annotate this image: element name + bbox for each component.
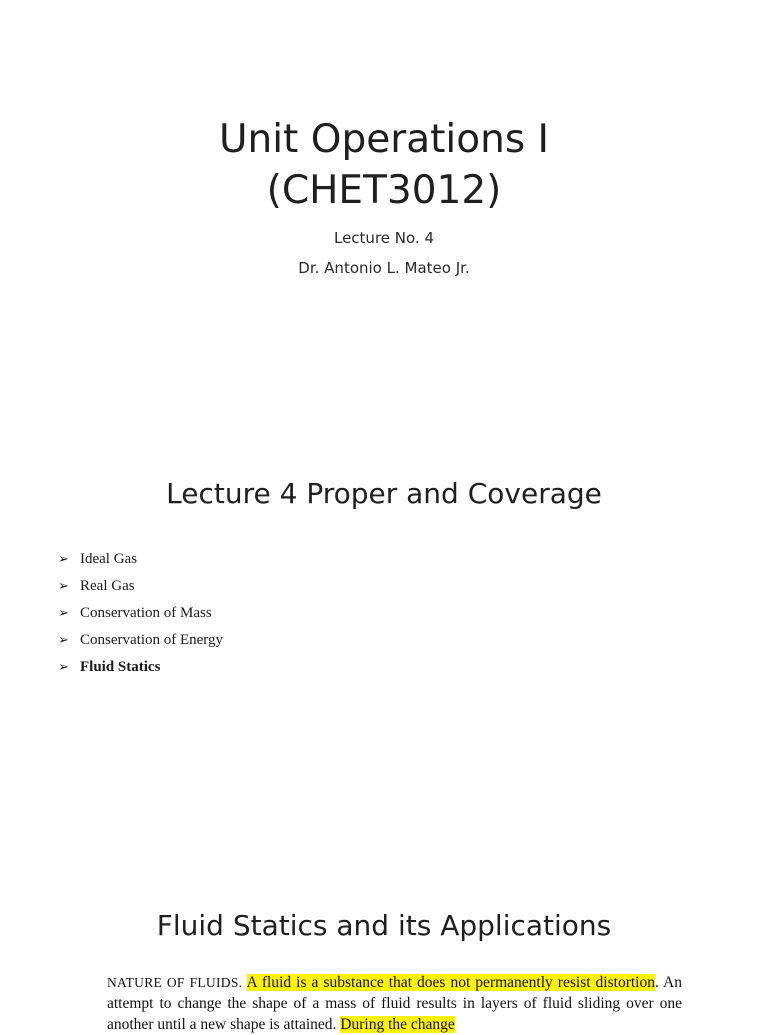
highlighted-definition: A fluid is a substance that does not permanently resist distortion (246, 974, 655, 991)
excerpt-paragraph (107, 972, 682, 1035)
title-slide (0, 0, 768, 432)
arrow-bullet-icon: ➢ (58, 579, 69, 594)
list-item-current (58, 657, 223, 684)
fluid-statics-title: Fluid Statics and its Applications (156, 909, 612, 942)
fluid-statics-slide (0, 864, 768, 1033)
list-item-label: Conservation of Mass (80, 605, 212, 621)
coverage-slide (0, 432, 768, 864)
list-item-label: Conservation of Energy (80, 632, 224, 648)
list-item-label: Ideal Gas (80, 551, 138, 567)
list-item (58, 549, 223, 576)
excerpt-text: . An attempt to change the shape of a mass of fluid results in layers of fluid sliding over one another until a new shape is attained. (107, 974, 682, 1033)
excerpt-heading: NATURE OF FLUIDS. (107, 975, 243, 990)
arrow-bullet-icon: ➢ (58, 660, 69, 675)
list-item-label: Fluid Statics (80, 659, 161, 675)
coverage-title: Lecture 4 Proper and Coverage (166, 477, 602, 510)
coverage-list (58, 549, 223, 684)
list-item-label: Real Gas (80, 578, 135, 594)
arrow-bullet-icon: ➢ (58, 606, 69, 621)
textbook-excerpt (107, 972, 682, 1035)
course-name: Unit Operations I (218, 117, 550, 162)
lecturer-name: Dr. Antonio L. Mateo Jr. (298, 259, 470, 277)
course-title (0, 114, 768, 216)
list-item (58, 603, 223, 630)
list-item (58, 576, 223, 603)
arrow-bullet-icon: ➢ (58, 633, 69, 648)
list-item (58, 630, 223, 657)
arrow-bullet-icon: ➢ (58, 552, 69, 567)
course-code: (CHET3012) (266, 168, 502, 213)
highlighted-text: During the change (340, 1016, 455, 1033)
lecture-number: Lecture No. 4 (333, 229, 434, 247)
